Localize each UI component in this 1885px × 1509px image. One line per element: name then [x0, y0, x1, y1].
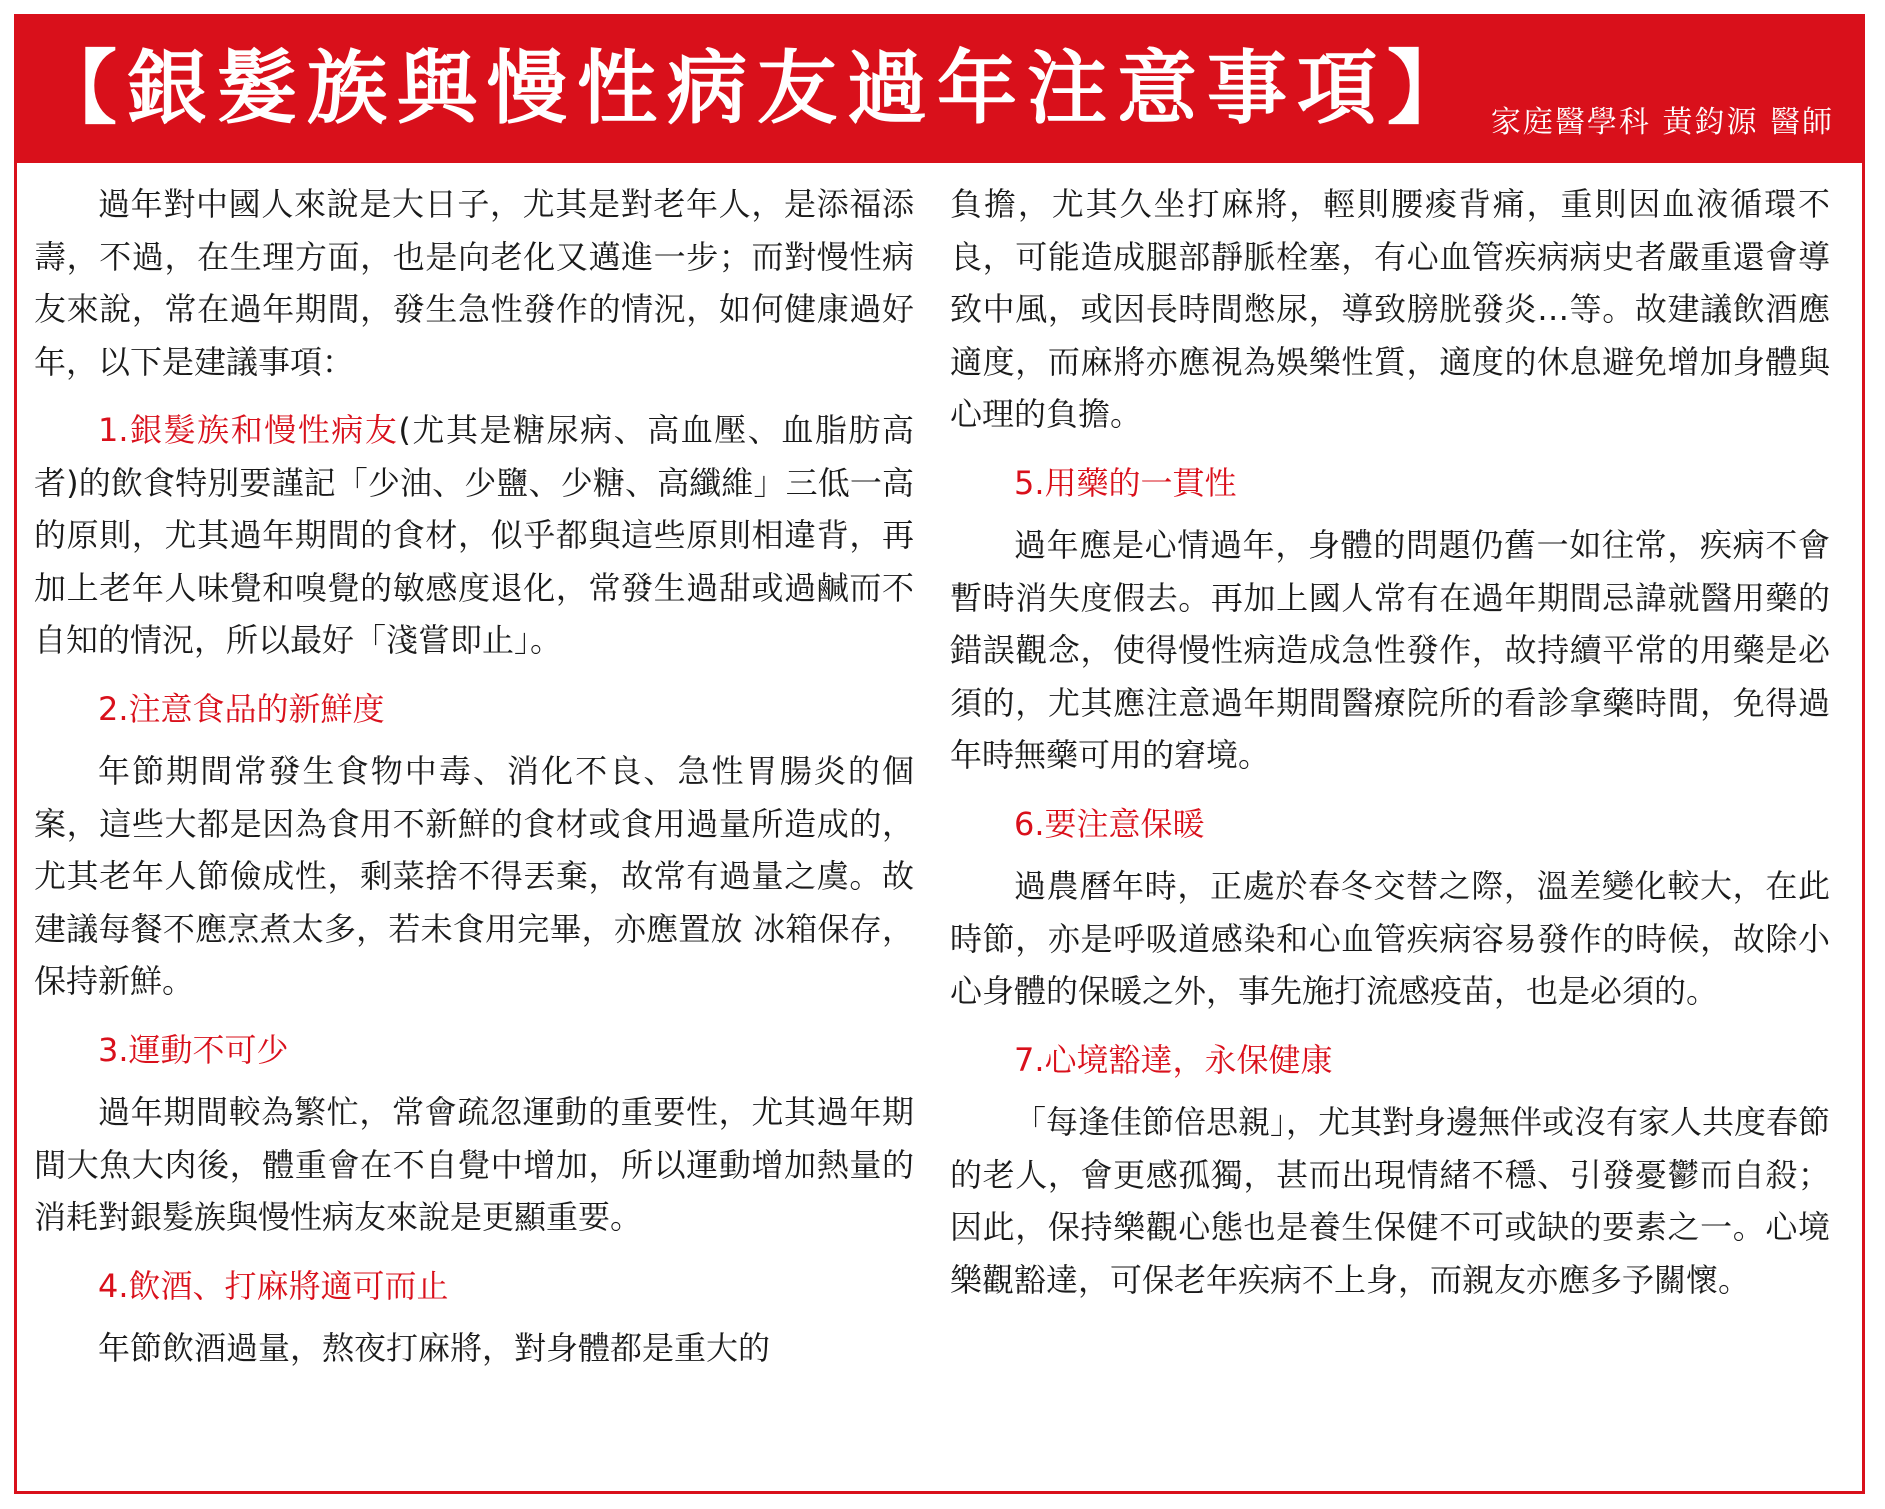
- section-3-heading: 3.運動不可少: [98, 1030, 289, 1069]
- right-column: [950, 178, 1830, 1306]
- title-banner: [17, 17, 1862, 163]
- section-5-body: 過年應是心情過年，身體的問題仍舊一如往常，疾病不會暫時消失度假去。再加上國人常有在過年期間忌諱就醫用藥的錯誤觀念，使得慢性病造成急性發作，故持續平常的用藥是必須的，尤其應注意過年期間醫療院所的看診拿藥時間，免得過年時無藥可用的窘境。: [950, 526, 1830, 774]
- section-6-heading: 6.要注意保暖: [1014, 804, 1205, 843]
- section-4-heading: 4.飲酒、打麻將適可而止: [98, 1266, 449, 1305]
- section-1-paragraph: [34, 404, 914, 667]
- left-column: [34, 178, 914, 1375]
- section-4-body-start: 年節飲酒過量，熬夜打麻將，對身體都是重大的: [98, 1329, 771, 1367]
- section-4-body-continued: 負擔，尤其久坐打麻將，輕則腰痠背痛，重則因血液循環不良，可能造成腿部靜脈栓塞，有心血管疾病病史者嚴重還會導致中風，或因長時間憋尿，導致膀胱發炎…等。故建議飲酒應適度，而麻將亦應視為娛樂性質，適度的休息避免增加身體與心理的負擔。: [950, 185, 1830, 433]
- author-byline: 家庭醫學科 黃鈞源 醫師: [1490, 105, 1834, 140]
- section-7-body: 「每逢佳節倍思親」，尤其對身邊無伴或沒有家人共度春節的老人，會更感孤獨，甚而出現情緒不穩、引發憂鬱而自殺；因此，保持樂觀心態也是養生保健不可或缺的要素之一。心境樂觀豁達，可保老年疾病不上身，而親友亦應多予關懷。: [950, 1103, 1831, 1299]
- section-2-body: 年節期間常發生食物中毒、消化不良、急性胃腸炎的個案，這些大都是因為食用不新鮮的食材或食用過量所造成的，尤其老年人節儉成性，剩菜捨不得丟棄，故常有過量之虞。故建議每餐不應烹煮太多，若未食用完畢，亦應置放 冰箱保存，保持新鮮。: [34, 752, 914, 1000]
- section-7-heading: 7.心境豁達，永保健康: [1014, 1040, 1333, 1079]
- section-1-body: (尤其是糖尿病、高血壓、血脂肪高者)的飲食特別要謹記「少油、少鹽、少糖、高纖維」三低一高的原則，尤其過年期間的食材，似乎都與這些原則相違背，再加上老年人味覺和嗅覺的敏感度退化，常發生過甜或過鹹而不自知的情況，所以最好「淺嘗即止」。: [34, 411, 914, 659]
- section-5-heading: 5.用藥的一貫性: [1014, 463, 1237, 502]
- section-6-body: 過農曆年時，正處於春冬交替之際，溫差變化較大，在此時節，亦是呼吸道感染和心血管疾病容易發作的時候，故除小心身體的保暖之外，事先施打流感疫苗，也是必須的。: [950, 867, 1830, 1010]
- intro-paragraph: 過年對中國人來說是大日子，尤其是對老年人，是添福添壽，不過，在生理方面，也是向老化又邁進一步；而對慢性病友來說，常在過年期間，發生急性發作的情況，如何健康過好年，以下是建議事項：: [34, 185, 914, 381]
- section-3-body: 過年期間較為繁忙，常會疏忽運動的重要性，尤其過年期間大魚大肉後，體重會在不自覺中增加，所以運動增加熱量的消耗對銀髮族與慢性病友來說是更顯重要。: [34, 1093, 914, 1236]
- section-1-heading: 1.銀髮族和慢性病友: [98, 411, 399, 449]
- section-2-heading: 2.注意食品的新鮮度: [98, 689, 385, 728]
- article-title: 【銀髮族與慢性病友過年注意事項】: [37, 41, 1477, 135]
